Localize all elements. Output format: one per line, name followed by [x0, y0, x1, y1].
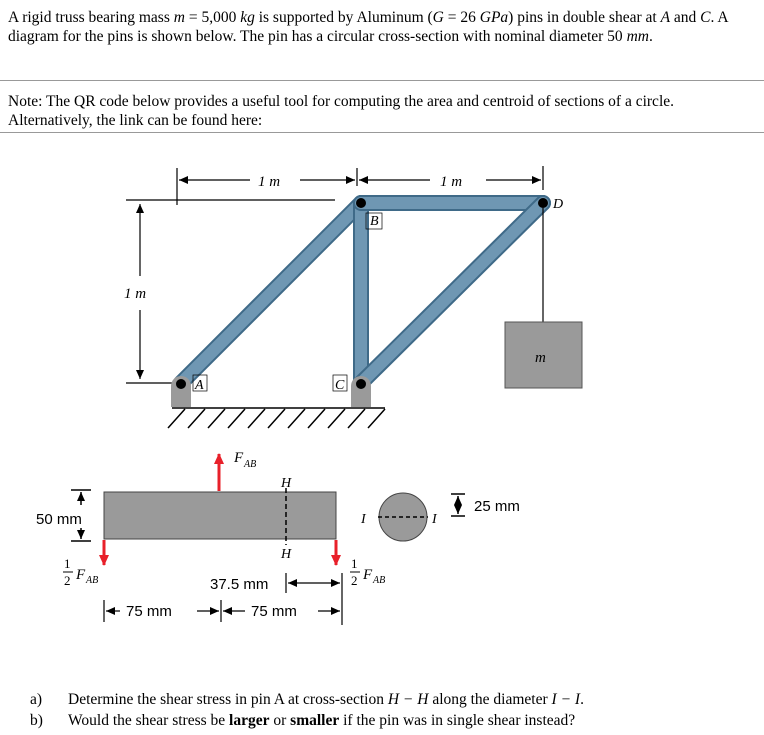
dim-top-left-label: 1 m: [258, 174, 281, 190]
half-den: 2: [351, 573, 358, 588]
half-num: 1: [64, 556, 71, 571]
dim-75-left-label: 75 mm: [126, 603, 172, 620]
unit-kg: kg: [240, 9, 255, 26]
force-label: F: [76, 567, 86, 583]
unit-GPa: GPa: [479, 9, 509, 26]
dim-75-right-label: 75 mm: [251, 603, 297, 620]
force-sub: AB: [86, 575, 99, 586]
ground-hatch: [168, 408, 385, 428]
text-segment: ) pins in double shear at: [508, 9, 661, 26]
truss-members: [181, 203, 543, 383]
half-num: 1: [351, 556, 358, 571]
label-A: A: [195, 378, 204, 393]
force-top-sub: AB: [244, 459, 257, 470]
mass-label: m: [535, 350, 546, 366]
text-segment: and: [670, 9, 701, 26]
question-a: [30, 690, 584, 709]
force-bottom-left: [63, 540, 104, 588]
half-den: 2: [64, 573, 71, 588]
bold-smaller: smaller: [290, 712, 340, 729]
force-top: [219, 450, 256, 491]
dimension-75mm: [104, 600, 340, 622]
support-C: [333, 375, 371, 407]
section-ii: I − I: [551, 691, 581, 708]
force-sub: AB: [373, 575, 386, 586]
questions-list: [30, 690, 584, 732]
dim-37-5-label: 37.5 mm: [210, 576, 269, 593]
section-H-bottom: H: [281, 547, 292, 562]
label-D: D: [553, 197, 564, 212]
var-m: m: [173, 9, 185, 26]
force-bottom-right: [336, 540, 385, 588]
point-A: A: [660, 9, 671, 26]
force-label: F: [363, 567, 373, 583]
text-segment: along the diameter: [428, 691, 552, 708]
text-segment: . A diagram for the pins is shown below. The pin has a circular cross-section with nominal diameter 50: [8, 9, 728, 45]
label-B: B: [370, 214, 379, 229]
joint-D: [538, 198, 548, 208]
force-top-label: F: [234, 450, 244, 466]
point-C: C: [700, 9, 711, 26]
question-label: a): [30, 691, 43, 708]
dimension-50mm: [36, 490, 91, 541]
bold-larger: larger: [229, 712, 270, 729]
dim-25-label: 25 mm: [474, 498, 520, 515]
section-I-left: I: [361, 512, 366, 527]
note-text: Note: The QR code below provides a useful tool for computing the area and centroid of sections of a circle. Alternatively, the link can be found here:: [8, 93, 675, 129]
dimension-left: [124, 200, 335, 383]
unit-mm: mm: [626, 28, 649, 45]
pin-cross-section: [360, 493, 438, 541]
dim-left-label: 1 m: [124, 286, 147, 302]
text-segment: A rigid truss bearing mass: [8, 9, 174, 26]
dim-top-right-label: 1 m: [440, 174, 463, 190]
text-segment: or: [269, 712, 291, 729]
section-H-top: H: [281, 476, 292, 491]
question-label: b): [30, 712, 43, 729]
section-I-right: I: [432, 512, 437, 527]
text-segment: Determine the shear stress in pin A at cross-section: [68, 691, 388, 708]
section-hh: H − H: [387, 691, 429, 708]
label-C: C: [335, 378, 345, 393]
dim-50-label: 50 mm: [36, 511, 82, 528]
joint-B: [356, 198, 366, 208]
var-G: G: [432, 9, 444, 26]
question-b: [30, 711, 584, 730]
text-segment: = 5,000: [184, 9, 241, 26]
text-segment: is supported by Aluminum (: [254, 9, 433, 26]
dimension-25mm: [451, 494, 520, 516]
text-segment: if the pin was in single shear instead?: [339, 712, 576, 729]
text-segment: = 26: [443, 9, 480, 26]
text-segment: Would the shear stress be: [68, 712, 230, 729]
text-segment: .: [580, 691, 584, 708]
text-segment: .: [648, 28, 653, 45]
